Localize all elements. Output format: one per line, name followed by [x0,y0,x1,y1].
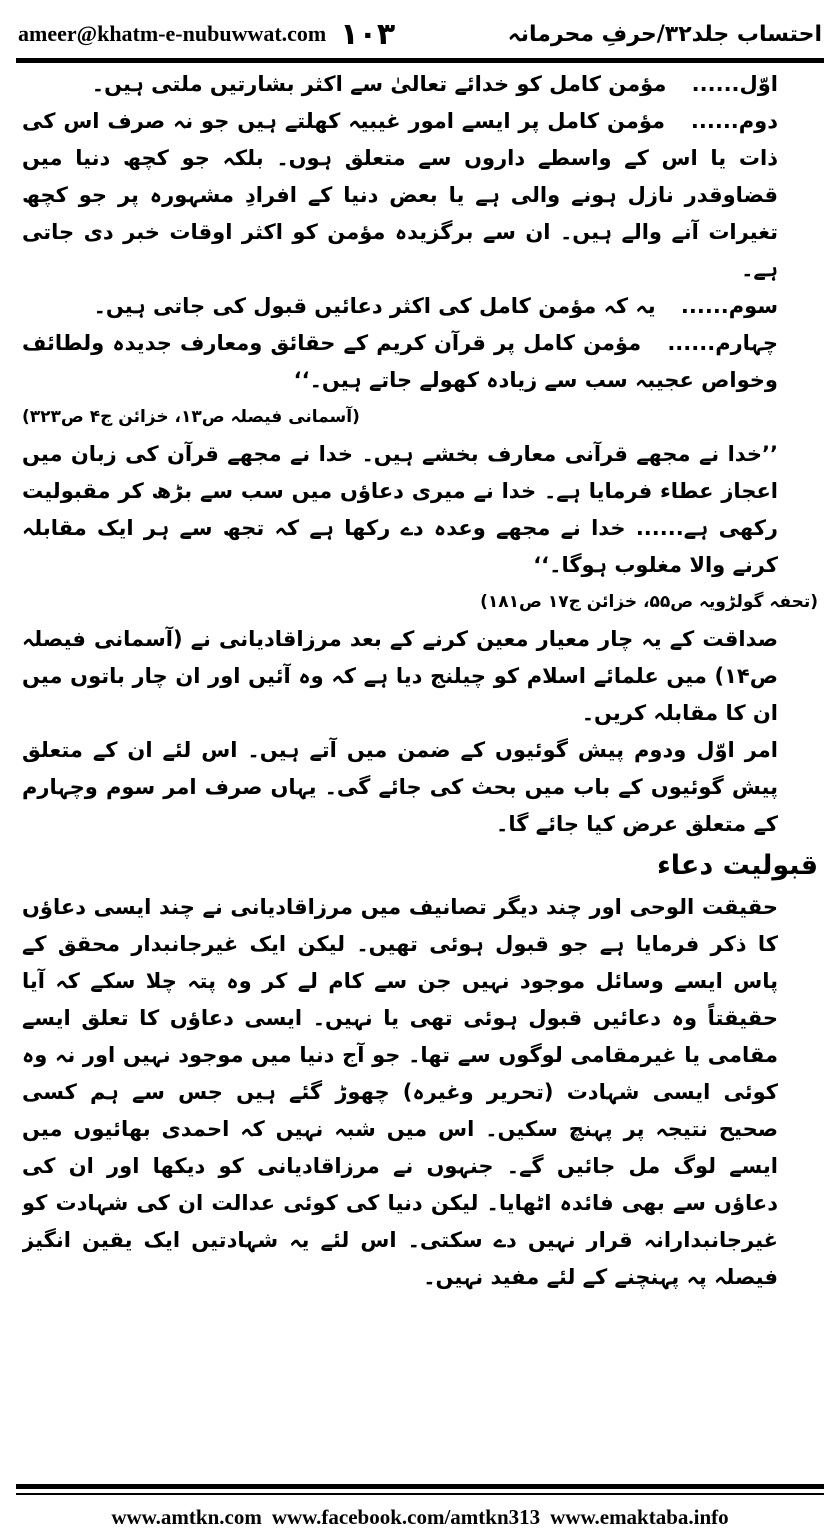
header-rule [16,58,824,63]
paragraph-1: صداقت کے یہ چار معیار معین کرنے کے بعد مرزاقادیانی نے (آسمانی فیصلہ ص۱۴) میں علمائے اسلام کو چیلنج دیا ہے کہ وہ آئیں اور ان چار باتوں میں ان کا مقابلہ کریں۔ [22,627,778,725]
item-1-label: اوّل...... [691,72,778,96]
item-1-text: مؤمن کامل کو خدائے تعالیٰ سے اکثر بشارتیں ملتی ہیں۔ [91,72,667,96]
footer-rule-thick [16,1484,824,1489]
footer-link-amtkn[interactable]: www.amtkn.com [111,1504,262,1529]
item-2 [22,103,818,288]
page-footer [16,1500,824,1534]
item-4-reference: (آسمانی فیصلہ ص۱۳، خزائن ج۴ ص۳۲۳) [22,407,360,427]
item-4-text: مؤمن کامل پر قرآن کریم کے حقائق ومعارف جدیدہ ولطائف وخواص عجیبہ سب سے زیادہ کھولے جاتے ہیں۔‘‘ [22,331,778,392]
header-email: ameer@khatm-e-nubuwwat.com [18,21,327,46]
footer-link-facebook[interactable]: www.facebook.com/amtkn313 [271,1504,541,1529]
page-body [22,66,818,1442]
quote-2-reference: (تحفہ گولڑویہ ص۵۵، خزائن ج۱۷ ص۱۸۱) [480,592,818,612]
footer-rule-thin [16,1493,824,1495]
item-2-text: مؤمن کامل پر ایسے امور غیبیہ کھلتے ہیں جو نہ صرف اس کی ذات یا اس کے واسطے داروں سے متعلق ہوں۔ بلکہ جو کچھ دنیا میں قضاوقدر نازل ہونے والی ہے یا بعض دنیا کے افرادِ مشہورہ پر جو کچھ تغیرات آنے والے ہیں۔ ان سے برگزیدہ مؤمن کو اکثر اوقات خبر دی جاتی ہے۔ [22,109,778,281]
quote-2-text: ’’خدا نے مجھے قرآنی معارف بخشے ہیں۔ خدا نے مجھے قرآن کی زبان میں اعجاز عطاء فرمایا ہے۔ خدا نے میری دعاؤں میں سب سے بڑھ کر مقبولیت رکھی ہے...... خدا نے مجھے وعدہ دے رکھا ہے کہ تجھ سے ہر ایک مقابلہ کرنے والا مغلوب ہوگا۔‘‘ [22,442,778,577]
item-3-label: سوم...... [680,294,778,318]
page-number: ۱۰۳ [340,16,396,52]
item-4-label: چہارم...... [667,331,778,355]
item-4 [22,325,818,427]
footer-link-emaktaba[interactable]: www.emaktaba.info [550,1504,729,1529]
item-2-label: دوم...... [690,109,778,133]
header-left [18,17,395,52]
item-3 [22,288,818,325]
section-heading: قبولیت دعاء [656,850,818,881]
book-title: احتساب جلد۳۲/حرفِ محرمانہ [507,21,822,47]
item-3-text: یہ کہ مؤمن کامل کی اکثر دعائیں قبول کی جاتی ہیں۔ [93,294,656,318]
paragraph-3: حقیقت الوحی اور چند دیگر تصانیف میں مرزاقادیانی نے چند ایسی دعاؤں کا ذکر فرمایا ہے جو قبول ہوئی تھیں۔ لیکن ایک غیرجانبدار محقق کے پاس ایسے وسائل موجود نہیں جن سے کام لے کر وہ پتہ چلا سکے کہ آیا حقیقتاً وہ دعائیں قبول ہوئی تھی یا نہیں۔ ایسی دعاؤں کا تعلق ایسے مقامی یا غیرمقامی لوگوں سے تھا۔ جو آج دنیا میں موجود نہیں اور نہ وہ کوئی ایسی شہادت (تحریر وغیرہ) چھوڑ گئے ہیں جس سے ہم کسی صحیح نتیجہ پر پہنچ سکیں۔ اس میں شبہ نہیں کہ احمدی بھائیوں میں ایسے لوگ مل جائیں گے۔ جنہوں نے مرزاقادیانی کو دیکھا اور ان کی دعاؤں سے بھی فائدہ اٹھایا۔ لیکن دنیا کی کوئی عدالت ان کی شہادت کو غیرجانبدارانہ قرار نہیں دے سکتی۔ اس لئے یہ شہادتیں ایک یقین انگیز فیصلہ پہ پہنچنے کے لئے مفید نہیں۔ [22,895,778,1289]
page-header [18,14,822,54]
item-1 [22,66,818,103]
quote-2 [22,436,818,584]
paragraph-2: امر اوّل ودوم پیش گوئیوں کے ضمن میں آتے ہیں۔ اس لئے ان کے متعلق پیش گوئیوں کے باب میں بحث کی جائے گی۔ یہاں صرف امر سوم وچہارم کے متعلق عرض کیا جائے گا۔ [22,738,778,836]
